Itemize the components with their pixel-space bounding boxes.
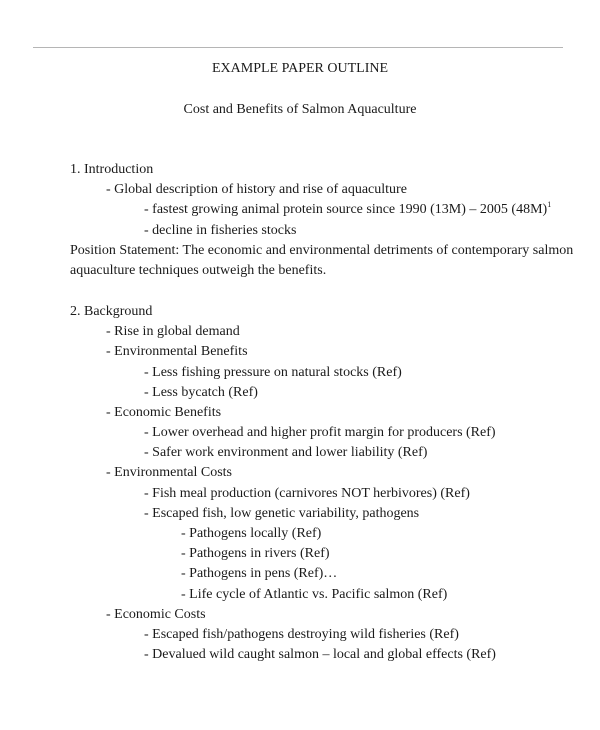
outline-item: - Economic Costs xyxy=(106,607,206,622)
outline-subitem: - Less bycatch (Ref) xyxy=(144,385,258,400)
outline-subitem: - Fish meal production (carnivores NOT herbivores) (Ref) xyxy=(144,486,470,501)
outline-subitem xyxy=(144,202,551,218)
outline-item: - Environmental Costs xyxy=(106,465,232,480)
position-statement-line: aquaculture techniques outweigh the benefits. xyxy=(70,263,327,278)
outline-subsubitem: - Pathogens in pens (Ref)… xyxy=(181,566,338,581)
outline-item: - Global description of history and rise of aquaculture xyxy=(106,182,407,197)
footnote-marker: 1 xyxy=(547,200,552,209)
outline-item: - Environmental Benefits xyxy=(106,344,248,359)
outline-item: - Rise in global demand xyxy=(106,324,240,339)
outline-subitem: - decline in fisheries stocks xyxy=(144,223,297,238)
section-heading-introduction: 1. Introduction xyxy=(70,162,154,177)
outline-item: - Economic Benefits xyxy=(106,405,222,420)
document-subtitle: Cost and Benefits of Salmon Aquaculture xyxy=(183,102,417,117)
top-rule xyxy=(33,47,563,48)
outline-subsubitem: - Life cycle of Atlantic vs. Pacific salmon (Ref) xyxy=(181,587,448,602)
section-heading-background: 2. Background xyxy=(70,304,153,319)
outline-subitem: - Safer work environment and lower liability (Ref) xyxy=(144,445,428,460)
outline-subitem: - Escaped fish/pathogens destroying wild fisheries (Ref) xyxy=(144,627,459,642)
outline-subsubitem: - Pathogens locally (Ref) xyxy=(181,526,322,541)
outline-subitem: - Escaped fish, low genetic variability, pathogens xyxy=(144,506,420,521)
outline-subitem: - Less fishing pressure on natural stocks (Ref) xyxy=(144,365,402,380)
position-statement-line: Position Statement: The economic and environmental detriments of contemporary salmon xyxy=(70,243,574,258)
outline-subitem-text: - fastest growing animal protein source since 1990 (13M) – 2005 (48M) xyxy=(144,202,548,217)
document-title: EXAMPLE PAPER OUTLINE xyxy=(211,61,389,76)
outline-subitem: - Lower overhead and higher profit margin for producers (Ref) xyxy=(144,425,496,440)
outline-subsubitem: - Pathogens in rivers (Ref) xyxy=(181,546,330,561)
outline-subitem: - Devalued wild caught salmon – local and global effects (Ref) xyxy=(144,647,496,662)
